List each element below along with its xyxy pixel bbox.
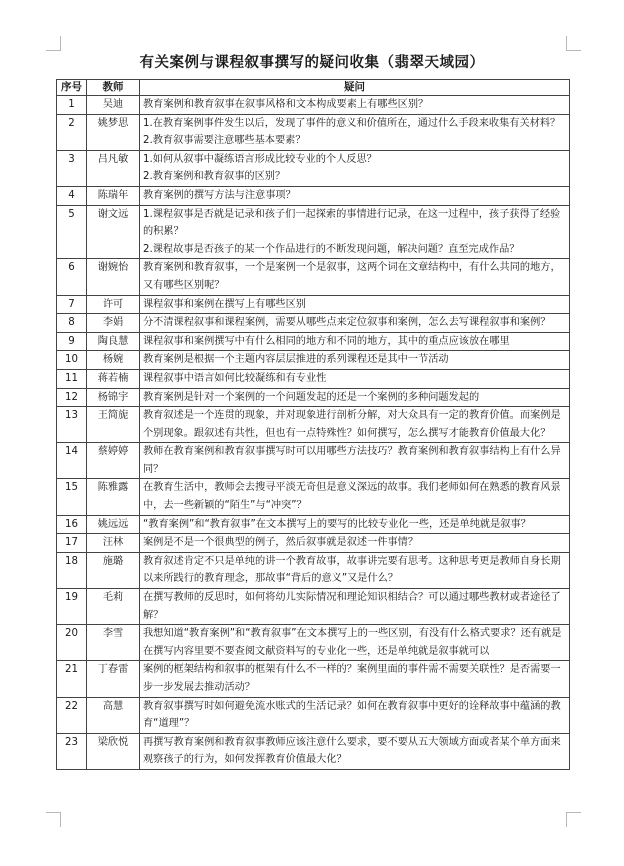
question-cell: [140, 314, 570, 333]
table-row: [57, 96, 570, 115]
table-row: [57, 351, 570, 370]
question-cell: [140, 515, 570, 534]
teacher-name: 吕凡敏: [87, 150, 140, 186]
table-row: [57, 479, 570, 515]
question-text: 案例的框架结构和叙事的框架有什么不一样的？案例里面的事件需不需要关联性？是否需要一步一步发展去推动活动？: [143, 664, 561, 693]
row-number: 5: [57, 205, 87, 259]
question-cell: [140, 150, 570, 186]
question-text: 在撰写教师的反思时，如何将幼儿实际情况和理论知识相结合？可以通过哪些教材或者途径了解？: [143, 592, 561, 621]
teacher-name: 姚远远: [87, 515, 140, 534]
teacher-name: 王简旎: [87, 407, 140, 443]
header-teacher: 教师: [87, 80, 140, 96]
question-text: 教育叙述肯定不只是单纯的讲一个教育故事，故事讲完要有思考。这种思考更是教师自身长期以来所践行的教育理念，那故事“背后的意义”又是什么？: [143, 555, 561, 585]
header-num: 序号: [57, 80, 87, 96]
row-number: 18: [57, 552, 87, 588]
table-row: [57, 661, 570, 697]
crop-mark-bottom-right: [566, 812, 581, 827]
row-number: 6: [57, 259, 87, 295]
row-number: 12: [57, 388, 87, 407]
row-number: 15: [57, 479, 87, 515]
question-cell: [140, 407, 570, 443]
question-cell: [140, 697, 570, 733]
question-cell: [140, 332, 570, 351]
question-text: 1.课程叙事是否就是记录和孩子们一起探索的事情进行记录，在这一过程中，孩子获得了经验的积累？: [143, 208, 561, 238]
teacher-name: 陶良慧: [87, 332, 140, 351]
question-text: 教育案例和教育叙事在叙事风格和文本构成要素上有哪些区别？: [143, 99, 429, 110]
question-text: 课程叙事和案例在撰写上有哪些区别: [143, 298, 306, 310]
teacher-name: 陈雅露: [87, 479, 140, 515]
question-cell: [140, 351, 570, 370]
question-text: 2.教育叙事需要注意哪些基本要素？: [143, 135, 306, 147]
question-text: 2.教育案例和教育叙事的区别？: [143, 171, 286, 183]
document-title: 有关案例与课程叙事撰写的疑问收集（翡翠天域园）: [139, 55, 485, 71]
row-number: 14: [57, 443, 87, 479]
table-row: [57, 515, 570, 534]
question-text: 教师在教育案例和教育叙事撰写时可以用哪些方法技巧？教育案例和教育叙事结构上有什么异同？: [143, 446, 561, 475]
question-text: “教育案例”和“教育叙事”在文本撰写上的要写的比较专业化一些，还是单纯就是叙事？: [143, 518, 531, 530]
row-number: 8: [57, 314, 87, 333]
question-text: 案例是不是一个很典型的例子，然后叙事就是叙述一件事情？: [143, 537, 419, 549]
table-row: [57, 407, 570, 443]
teacher-name: 姚梦思: [87, 114, 140, 150]
teacher-name: 施璐: [87, 552, 140, 588]
teacher-name: 杨婉: [87, 351, 140, 370]
table-row: [57, 259, 570, 295]
teacher-name: 陈瑞年: [87, 186, 140, 205]
question-text: 教育案例的撰写方法与注意事项？: [143, 189, 296, 201]
row-number: 9: [57, 332, 87, 351]
table-row: [57, 114, 570, 150]
question-cell: [140, 259, 570, 295]
question-text: 教育叙述是一个连贯的现象，并对现象进行剖析分解，对大众具有一定的教育价值。而案例是个别现象。跟叙述有共性，但也有一点特殊性？如何撰写，怎么撰写才能教育价值最大化？: [143, 410, 561, 439]
question-text: 2.课程故事是否孩子的某一个作品进行的不断发现问题，解决问题？直至完成作品？: [143, 243, 520, 255]
table-row: [57, 314, 570, 333]
question-text: 1.如何从叙事中凝练语言形成比较专业的个人反思？: [143, 153, 377, 165]
table-row: [57, 332, 570, 351]
question-text: 课程叙事中语言如何比较凝练和有专业性: [143, 372, 327, 384]
table-row: [57, 388, 570, 407]
crop-mark-top-right: [566, 36, 581, 51]
teacher-name: 李娟: [87, 314, 140, 333]
table-row: [57, 186, 570, 205]
question-text: 分不清课程叙事和课程案例，需要从哪些点来定位叙事和案例，怎么去写课程叙事和案例？: [143, 317, 551, 329]
question-text: 在教育生活中，教师会去搜寻平淡无奇但是意义深远的故事。我们老师如何在熟悉的教育风景中，去一些新颖的“陌生”与“冲突”？: [143, 482, 561, 512]
row-number: 23: [57, 733, 87, 769]
teacher-name: 蒋若楠: [87, 369, 140, 388]
table-row: [57, 295, 570, 314]
row-number: 16: [57, 515, 87, 534]
question-cell: [140, 96, 570, 115]
row-number: 22: [57, 697, 87, 733]
row-number: 1: [57, 96, 87, 115]
table-row: [57, 150, 570, 186]
row-number: 10: [57, 351, 87, 370]
row-number: 11: [57, 369, 87, 388]
row-number: 3: [57, 150, 87, 186]
question-cell: [140, 295, 570, 314]
row-number: 19: [57, 589, 87, 625]
teacher-name: 杨锦宇: [87, 388, 140, 407]
teacher-name: 丁春雷: [87, 661, 140, 697]
teacher-name: 许可: [87, 295, 140, 314]
table-row: [57, 625, 570, 661]
question-text: 教育案例和教育叙事，一个是案例一个是叙事，这两个词在文章结构中，有什么共同的地方，又有哪些区别呢？: [143, 262, 561, 291]
table-row: [57, 443, 570, 479]
table-row: [57, 205, 570, 259]
table-row: [57, 697, 570, 733]
question-cell: [140, 733, 570, 769]
table-row: [57, 369, 570, 388]
table-row: [57, 733, 570, 769]
row-number: 20: [57, 625, 87, 661]
teacher-name: 谢文远: [87, 205, 140, 259]
row-number: 2: [57, 114, 87, 150]
crop-mark-top-left: [46, 36, 61, 51]
header-question: 疑问: [140, 80, 570, 96]
question-table: [56, 79, 570, 770]
question-cell: [140, 369, 570, 388]
question-cell: [140, 534, 570, 553]
row-number: 21: [57, 661, 87, 697]
question-cell: [140, 589, 570, 625]
crop-mark-bottom-left: [46, 812, 61, 827]
question-text: 课程叙事和案例撰写中有什么相同的地方和不同的地方，其中的重点应该放在哪里: [143, 335, 510, 347]
question-cell: [140, 479, 570, 515]
teacher-name: 蔡婷婷: [87, 443, 140, 479]
table-row: [57, 589, 570, 625]
table-row: [57, 534, 570, 553]
question-cell: [140, 661, 570, 697]
question-cell: [140, 114, 570, 150]
question-cell: [140, 186, 570, 205]
row-number: 17: [57, 534, 87, 553]
row-number: 4: [57, 186, 87, 205]
teacher-name: 吴迪: [87, 96, 140, 115]
question-text: 教育案例是针对一个案例的一个问题发起的还是一个案例的多种问题发起的: [143, 391, 480, 403]
question-text: 我想知道“教育案例”和“教育叙事”在文本撰写上的一些区别，有没有什么格式要求？还有就是在撰写内容里要不要查阅文献资料写的专业化一些，还是单纯就是叙事就可以: [143, 628, 562, 657]
teacher-name: 李雪: [87, 625, 140, 661]
question-text: 再撰写教育案例和教育叙事教师应该注意什么要求，要不要从五大领域方面或者某个单方面来观察孩子的行为，如何发挥教育价值最大化？: [143, 736, 561, 766]
question-cell: [140, 205, 570, 259]
question-cell: [140, 388, 570, 407]
question-cell: [140, 552, 570, 588]
row-number: 13: [57, 407, 87, 443]
row-number: 7: [57, 295, 87, 314]
teacher-name: 毛莉: [87, 589, 140, 625]
teacher-name: 梁欣悦: [87, 733, 140, 769]
table-header-row: [57, 80, 570, 96]
teacher-name: 高慧: [87, 697, 140, 733]
table-body: [57, 96, 570, 770]
question-cell: [140, 443, 570, 479]
question-cell: [140, 625, 570, 661]
question-text: 教育叙事撰写时如何避免流水账式的生活记录？如何在教育叙事中更好的诠释故事中蕴涵的教育“道理”？: [143, 700, 561, 730]
table-row: [57, 552, 570, 588]
question-text: 1.在教育案例事件发生以后，发现了事件的意义和价值所在，通过什么手段来收集有关材料？: [143, 117, 561, 129]
question-text: 教育案例是根据一个主题内容层层推进的系列课程还是其中一节活动: [143, 354, 449, 366]
teacher-name: 汪林: [87, 534, 140, 553]
teacher-name: 谢婉怡: [87, 259, 140, 295]
